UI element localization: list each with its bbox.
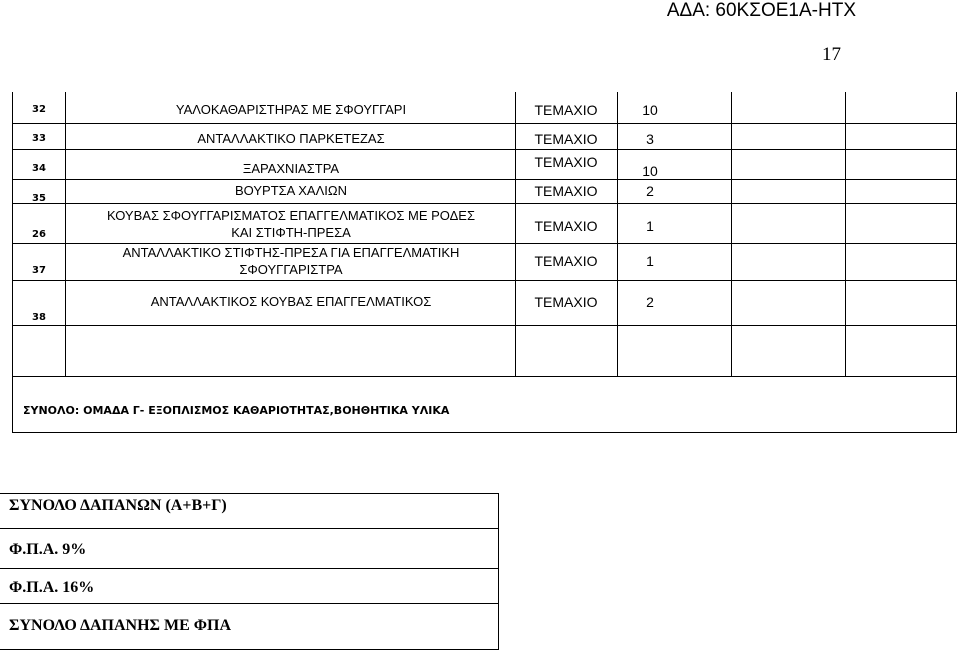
item-quantity: 2 [646,294,654,310]
item-unit: ΤΕΜΑΧΙΟ [534,294,598,310]
item-quantity: 1 [646,253,654,269]
total-costs-label: ΣΥΝΟΛΟ ΔΑΠΑΝΩΝ (Α+Β+Γ) [9,497,227,514]
vat-16-label: Φ.Π.Α. 16% [9,579,95,596]
summary-box [0,493,499,650]
item-quantity: 1 [646,218,654,234]
row-number: 38 [32,312,46,323]
document-code: ΑΔΑ: 60ΚΣΟΕ1Α-ΗΤΧ [666,0,856,21]
item-unit: ΤΕΜΑΧΙΟ [534,183,598,199]
item-quantity: 2 [646,183,654,199]
row-number: 32 [32,104,46,115]
item-unit: ΤΕΜΑΧΙΟ [534,218,598,234]
item-description: ΒΟΥΡΤΣΑ ΧΑΛΙΩΝ [235,183,347,198]
item-quantity: 10 [642,102,658,118]
row-number: 35 [32,193,46,204]
item-description: ΑΝΤΑΛΛΑΚΤΙΚΟΣ ΚΟΥΒΑΣ ΕΠΑΓΓΕΛΜΑΤΙΚΟΣ [150,294,432,309]
item-unit: ΤΕΜΑΧΙΟ [534,154,598,170]
row-number: 33 [32,133,46,144]
item-quantity: 10 [642,163,658,179]
item-description: ΞΑΡΑΧΝΙΑΣΤΡΑ [242,161,340,176]
item-unit: ΤΕΜΑΧΙΟ [534,253,598,269]
item-description-line-1: ΑΝΤΑΛΛΑΚΤΙΚΟ ΣΤΙΦΤΗΣ-ΠΡΕΣΑ ΓΙΑ ΕΠΑΓΓΕΛΜΑΤΙΚΗ [122,245,460,260]
row-number: 34 [32,163,46,174]
item-description-line-2: ΣΦΟΥΓΓΑΡΙΣΤΡΑ [239,262,343,277]
item-unit: ΤΕΜΑΧΙΟ [534,131,598,147]
total-with-vat-label: ΣΥΝΟΛΟ ΔΑΠΑΝΗΣ ΜΕ ΦΠΑ [9,617,232,634]
group-total-label: ΣΥΝΟΛΟ: ΟΜΑΔΑ Γ- ΕΞΟΠΛΙΣΜΟΣ ΚΑΘΑΡΙΟΤΗΤΑΣ,ΒΟΗΘΗΤΙΚΑ ΥΛΙΚΑ [23,404,450,417]
item-quantity: 3 [646,131,654,147]
row-number: 37 [32,265,46,276]
item-unit: ΤΕΜΑΧΙΟ [534,102,598,118]
item-description-line-1: ΚΟΥΒΑΣ ΣΦΟΥΓΓΑΡΙΣΜΑΤΟΣ ΕΠΑΓΓΕΛΜΑΤΙΚΟΣ ΜΕ ΡΟΔΕΣ [106,208,476,223]
row-number: 26 [32,229,46,240]
item-description: ΥΑΛΟΚΑΘΑΡΙΣΤΗΡΑΣ ΜΕ ΣΦΟΥΓΓΑΡΙ [175,102,407,117]
page-number: 17 [822,44,841,65]
item-description-line-2: ΚΑΙ ΣΤΙΦΤΗ-ΠΡΕΣΑ [231,225,351,240]
vat-9-label: Φ.Π.Α. 9% [9,541,87,558]
item-description: ΑΝΤΑΛΛΑΚΤΙΚΟ ΠΑΡΚΕΤΕΖΑΣ [197,131,385,146]
